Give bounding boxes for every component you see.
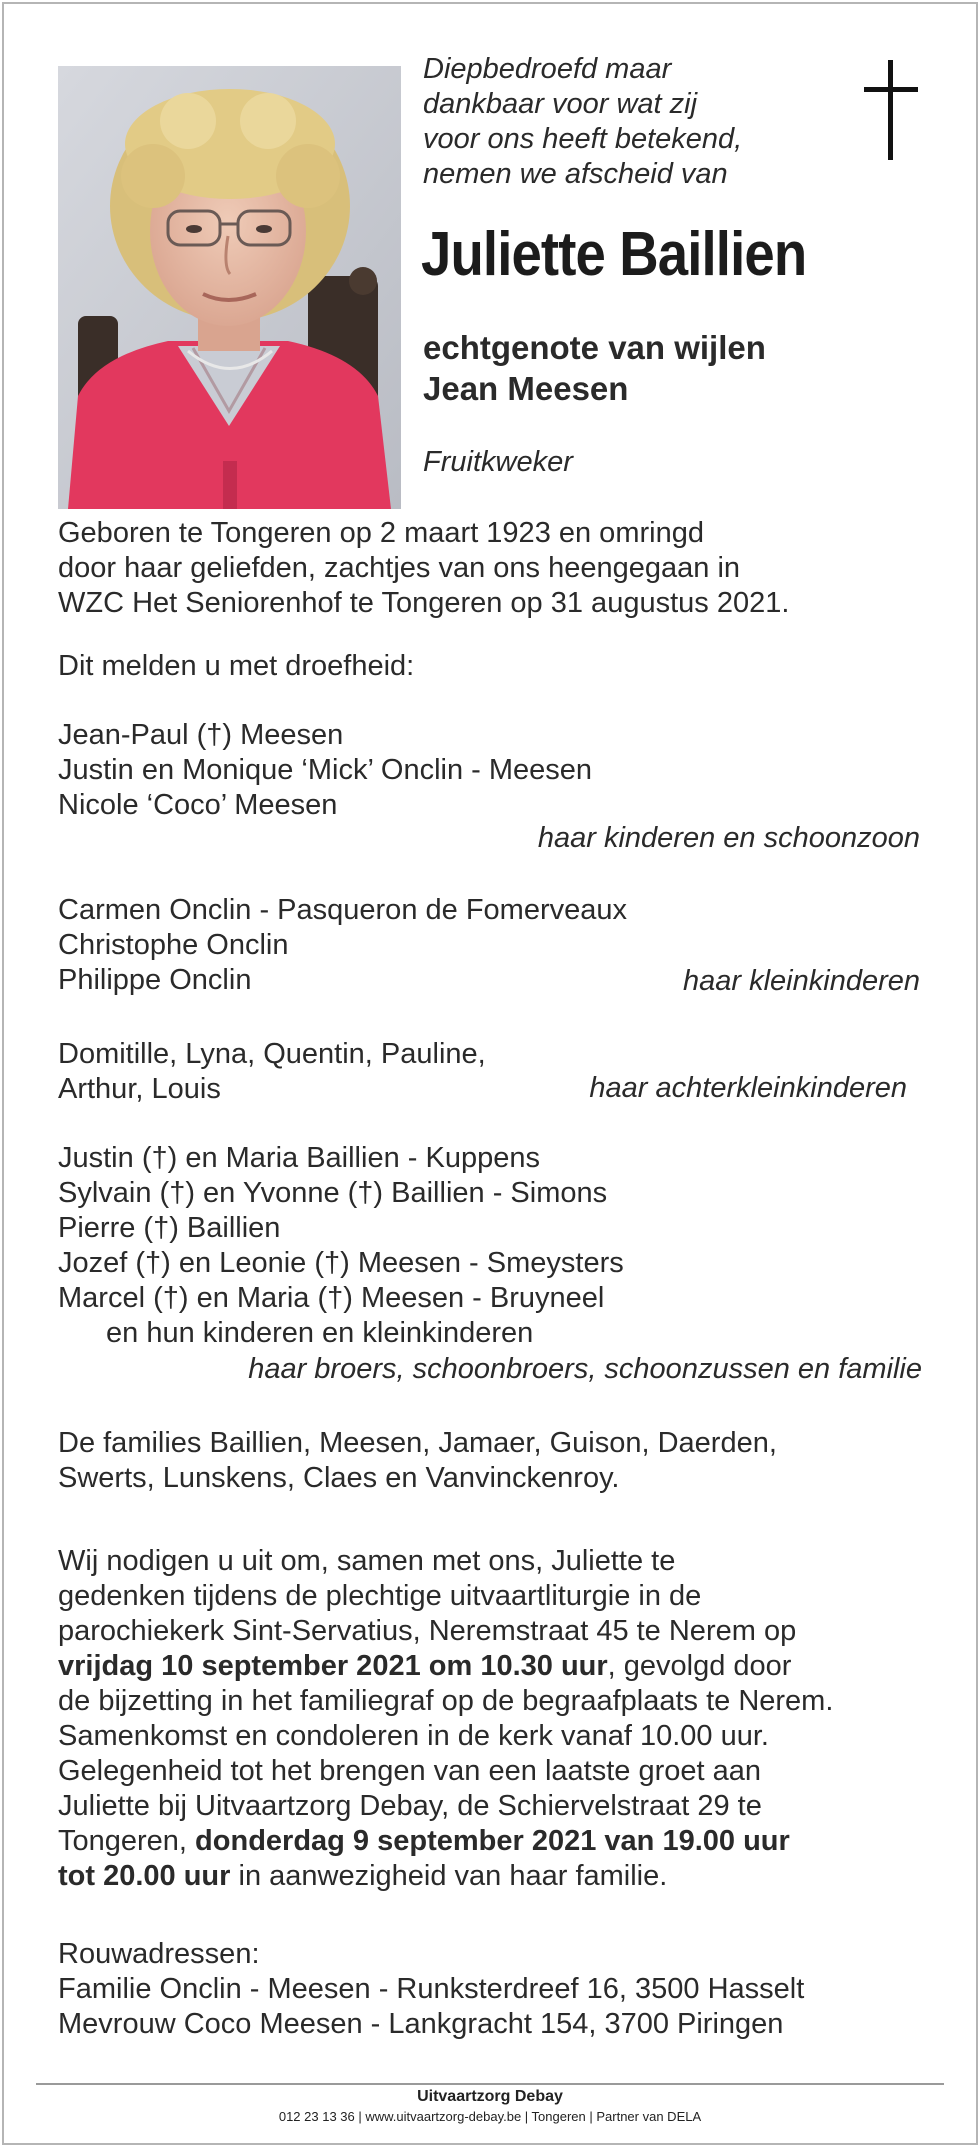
address-line: Mevrouw Coco Meesen - Lankgracht 154, 3700 Piringen xyxy=(58,2008,784,2040)
text-span: Tongeren, xyxy=(58,1825,196,1857)
text-line: Wij nodigen u uit om, samen met ons, Juliette te xyxy=(58,1545,676,1577)
text-line: de bijzetting in het familiegraf op de begraafplaats te Nerem. xyxy=(58,1685,834,1717)
siblings-relation: haar broers, schoonbroers, schoonzussen en familie xyxy=(248,1353,922,1385)
family-member: Jean-Paul (†) Meesen xyxy=(58,719,344,751)
siblings-list xyxy=(58,1141,624,1351)
text-line: Geboren te Tongeren op 2 maart 1923 en omringd xyxy=(58,517,704,549)
children-relation: haar kinderen en schoonzoon xyxy=(537,822,920,854)
family-member: Carmen Onclin - Pasqueron de Fomerveaux xyxy=(58,894,627,926)
funeral-date: vrijdag 10 september 2021 om 10.30 uur xyxy=(58,1650,608,1682)
text-line: Juliette bij Uitvaartzorg Debay, de Schiervelstraat 29 te xyxy=(58,1790,762,1822)
children-list xyxy=(58,718,592,823)
viewing-date: donderdag 9 september 2021 van 19.00 uur xyxy=(195,1825,790,1857)
portrait-illustration xyxy=(58,66,401,509)
text-line: parochiekerk Sint-Servatius, Neremstraat 45 te Nerem op xyxy=(58,1615,797,1647)
text-line: Swerts, Lunskens, Claes en Vanvinckenroy. xyxy=(58,1462,620,1494)
family-extra: en hun kinderen en kleinkinderen xyxy=(106,1317,534,1349)
intro-line: voor ons heeft betekend, xyxy=(423,123,743,155)
family-member: Justin en Monique ‘Mick’ Onclin - Meesen xyxy=(58,754,593,786)
text-line: Samenkomst en condoleren in de kerk vanaf 10.00 uur. xyxy=(58,1720,769,1752)
viewing-time-end: tot 20.00 uur xyxy=(58,1860,231,1892)
great-grandchildren-relation: haar achterkleinkinderen xyxy=(589,1072,907,1104)
family-member: Nicole ‘Coco’ Meesen xyxy=(58,789,338,821)
cross-icon xyxy=(862,60,920,160)
announcement xyxy=(58,649,414,684)
family-member: Christophe Onclin xyxy=(58,929,289,961)
family-member: Sylvain (†) en Yvonne (†) Baillien - Simons xyxy=(58,1177,608,1209)
intro-line: dankbaar voor wat zij xyxy=(423,88,698,120)
spouse-line: echtgenote van wijlen xyxy=(423,329,766,366)
portrait-photo xyxy=(58,66,401,509)
birth-passing-text xyxy=(58,516,789,621)
text-line: WZC Het Seniorenhof te Tongeren op 31 augustus 2021. xyxy=(58,587,790,619)
deceased-name: Juliette Baillien xyxy=(421,220,807,289)
text-line: gedenken tijdens de plechtige uitvaartliturgie in de xyxy=(58,1580,702,1612)
text-line xyxy=(58,1649,833,1684)
footer-divider xyxy=(36,2083,944,2085)
funeral-home-info: 012 23 13 36 | www.uitvaartzorg-debay.be | Tongeren | Partner van DELA xyxy=(278,2109,702,2124)
address-line: Familie Onclin - Meesen - Runksterdreef 16, 3500 Hasselt xyxy=(58,1973,805,2005)
addresses-label: Rouwadressen: xyxy=(58,1938,260,1970)
invitation-text xyxy=(58,1544,833,1894)
grandchildren-relation: haar kleinkinderen xyxy=(683,965,920,997)
text-line: Gelegenheid tot het brengen van een laatste groet aan xyxy=(58,1755,761,1787)
text-line: De families Baillien, Meesen, Jamaer, Guison, Daerden, xyxy=(58,1427,777,1459)
family-member: Philippe Onclin xyxy=(58,964,252,996)
text-span: in aanwezigheid van haar familie. xyxy=(230,1860,668,1892)
family-member: Arthur, Louis xyxy=(58,1073,221,1105)
intro-line: nemen we afscheid van xyxy=(423,158,728,190)
mourning-addresses xyxy=(58,1937,804,2042)
spouse-line: Jean Meesen xyxy=(423,370,629,407)
families-text xyxy=(58,1426,777,1496)
funeral-home-name: Uitvaartzorg Debay xyxy=(417,2088,563,2105)
intro-line: Diepbedroefd maar xyxy=(423,53,672,85)
intro-text xyxy=(423,52,742,192)
grandchildren-list xyxy=(58,893,627,998)
text-line: door haar geliefden, zachtjes van ons heengegaan in xyxy=(58,552,741,584)
spouse-info xyxy=(423,327,766,409)
text-line xyxy=(58,1824,833,1859)
text-line xyxy=(58,1859,833,1894)
text-span: , gevolgd door xyxy=(607,1650,792,1682)
family-member: Marcel (†) en Maria (†) Meesen - Bruyneel xyxy=(58,1282,605,1314)
family-member: Domitille, Lyna, Quentin, Pauline, xyxy=(58,1038,486,1070)
great-grandchildren-list xyxy=(58,1037,486,1107)
family-member: Pierre (†) Baillien xyxy=(58,1212,281,1244)
announcement-line: Dit melden u met droefheid: xyxy=(58,650,415,682)
occupation: Fruitkweker xyxy=(423,446,573,478)
family-member: Justin (†) en Maria Baillien - Kuppens xyxy=(58,1142,540,1174)
family-member: Jozef (†) en Leonie (†) Meesen - Smeysters xyxy=(58,1247,624,1279)
